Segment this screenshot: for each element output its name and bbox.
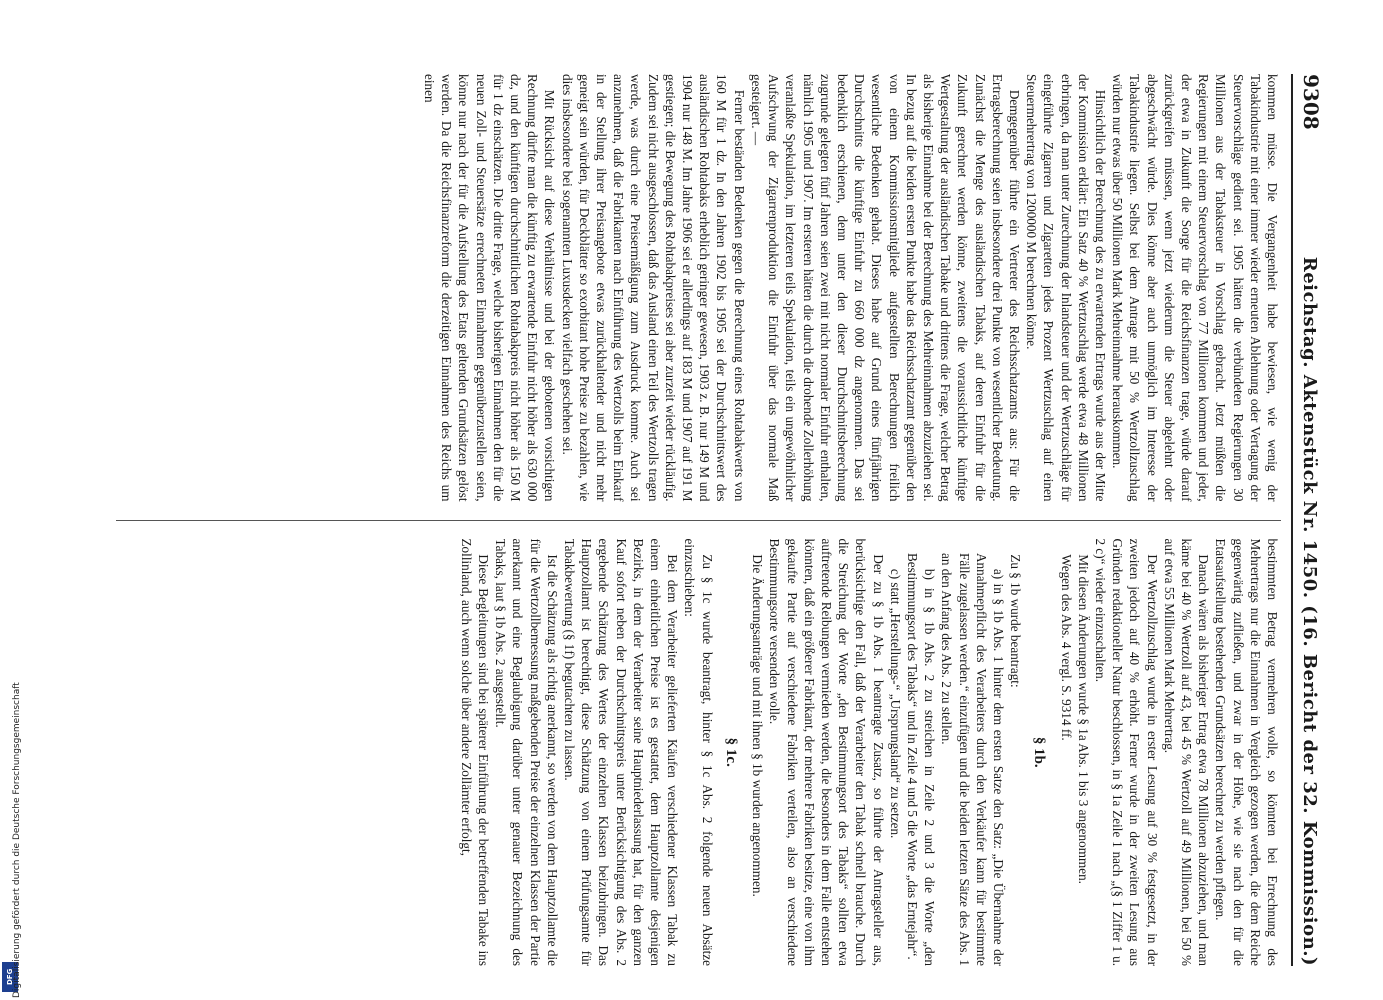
list-item: a) in § 1b Abs. 1 hinter dem ersten Satze den Satz: „Die Übernahme der Annahmepflicht des Verarbeiters durch den Verkäufer kann für bestimmte Fälle zugelassen werden.“ einzufügen und die beiden letzten Sätze des Abs. 1 an den Anfang des Abs. 2 zu stellen. [939,553,1006,966]
paragraph: Hinsichtlich der Berechnung des zu erwartenden Ertrags wurde aus der Mitte der Kommission erklärt: Ein Satz 40 % Wertzuschlag werde etwa 48 Millionen erbringen, da man unter Zurechnung der Inlandsteuer und der Wertzuschläge für eingeführte Zigarren und Zigaretten jedes Prozent Wertzuschlag auf einen Steuermehrertrag von 1200000 M berechnen könne. [1024,74,1108,502]
list-item: c) statt „Herstellungs-“ „Ursprungsland“ zu setzen. [887,568,903,839]
list-item: b) in § 1b Abs. 2 zu streichen in Zeile 2 und 3 die Worte „den Bestimmungsort des Tabaks“ und in Zeile 4 und 5 die Worte „das Erntejahr“. [904,553,938,966]
paragraph: Mit diesen Änderungen wurde § 1a Abs. 1 bis 3 angenommen. [1075,554,1091,884]
left-column [116,74,1281,502]
text-columns [116,74,1281,966]
section-title: § 1c. [722,737,739,767]
paragraph: bestimmten Betrag vermehren wolle, so könnten bei Errechnung des Mehrertrags nur die Einnahmen in Vergleich gezogen werden, die dem Reiche gegenwärtig zufließen, und zwar in der Höhe, wie sie nach den für die Etatsaufstellung bestehenden Grundsätzen berechnet zu werden pflegen. [1213,538,1280,966]
paragraph: Ist die Schätzung als richtig anerkannt, so werden von dem Hauptzollamte die für die Wertzollbemessung maßgebenden Preise der einzelnen Klassen der Partie anerkannt und eine Beglaubigung darüber unter genauer Bezeichnung des Tabaks, laut § 1b Abs. 2 ausgestellt. [493,538,560,966]
paragraph: Ferner beständen Bedenken gegen die Berechnung eines Rohtabakwerts von 160 M für 1 dz. In den Jahren 1902 bis 1905 sei der Durchschnittswert des ausländischen Rohtabaks erheblich geringer gewesen, 1903 z. B. nur 149 M und 1904 nur 148 M. Im Jahre 1906 sei er allerdings auf 183 M und 1907 auf 191 M gestiegen; die Bewegung des Rohtabakpreises sei aber zurzeit wieder rückläufig. Zudem sei nicht ausgeschlossen, daß das Ausland einen Teil des Wertzolls tragen werde, was durch eine Preisermäßigung zum Ausdruck komme. Auch sei anzunehmen, daß die Fabrikanten nach Einführung des Wertzolls beim Einkauf in der Stellung ihrer Preisangebote etwas zurückhaltender und nicht mehr geneigt sein würden, für Deckblätter so exorbitant hohe Preise zu bezahlen, wie dies insbesondere bei sogenannten Luxusdecken vielfach geschehen sei. [559,74,747,502]
page-number: 9308 [1299,74,1323,130]
right-column [116,539,1281,967]
running-title: Reichstag. Aktenstück Nr. 1450. (16. Bericht der 32. Kommission.) [1299,256,1320,966]
column-divider [116,520,1281,521]
paragraph: Mit Rücksicht auf diese Verhältnisse und bei der gebotenen vorsichtigen Rechnung dürfte man die künftig zu erwartende Einfuhr nicht höher als 630 000 dz, und den künftigen durchschnittlichen Rohtabakpreis nicht höher als 150 M für 1 dz einschätzen. Die dritte Frage, welche bisherigen Einnahmen den für die neuen Zoll- und Steuersätze errechneten Einnahmen gegenüberzustellen seien, könne nur nach der für die Aufstellung des Etats geltenden Grundsätzen gelöst werden. Da die Reichsfinanzreform die derzeitigen Einnahmen des Reichs um einen [422,74,558,502]
paragraph: Der zu § 1b Abs. 1 beantragte Zusatz, so führte der Antragsteller aus, berücksichtige den Fall, daß der Verarbeiter den Tabak schnell brauche. Durch die Streichung der Worte „den Bestimmungsort des Tabaks“ sollten etwa auftretende Reibungen vermieden werden, die besonders in dem Falle entstehen könnten, daß ein größerer Fabrikant, der mehrere Fabriken besitze, eine von ihm gekaufte Partie auf verschiedene Fabriken verteilen, also an verschiedene Bestimmungsorte versenden wolle. [767,538,886,966]
paragraph: Zu § 1b wurde beantragt: [1008,554,1024,688]
digitization-note: Digitalisierung gefördert durch die Deutsche Forschungsgemeinschaft [12,682,22,998]
paragraph: Bei dem Verarbeiter gelieferten Käufen verschiedener Klassen Tabak zu einem einheitlichen Preise ist es gestattet, dem Hauptzollamte desjenigen Bezirks, in dem der Verarbeiter seine Hauptniederlassung hat, für den ganzen Kauf sofort neben der Durchschnittspreis unter Berücksichtigung des Abs. 2 ergebende Schätzung des Wertes der einzelnen Klassen beizubringen. Das Hauptzollamt ist berechtigt, diese Schätzung von einem Prüfungsamte für Tabakbewertung (§ 1f) begutachten zu lassen. [562,538,681,966]
paragraph: Diese Begleitungen sind bei späterer Einführung der betreffenden Tabake ins Zollinland, auch wenn solche über andere Zollämter erfolgt, [458,538,492,966]
section-title: § 1b. [1031,736,1048,768]
paragraph: Der Wertzollzuschlag wurde in erster Lesung auf 30 % festgesetzt, in der zweiten jedoch auf 40 % erhöht. Ferner wurde in der zweiten Lesung aus Gründen redaktioneller Natur beschlossen, in § 1a Zeile 1 nach „(§ 1 Ziffer 1 u. 2 c)“ wieder einzuschalten. [1092,538,1160,966]
paragraph: Wegen des Abs. 4 vergl. S. 9314 ff. [1058,554,1074,741]
paragraph: Demgegenüber führte ein Vertreter des Reichsschatzamts aus: Für die Ertragsberechnung seien insbesondere drei Punkte von wesentlicher Bedeutung. Zunächst die Menge des ausländischen Tabaks, auf deren Einfuhr für die Zukunft gerechnet werden könne, zweitens die voraussichtliche künftige Wertgestaltung der ausländischen Tabake und drittens die Frage, welcher Betrag als bisherige Einnahme bei der Berechnung des Mehreinnahmen abzuziehen sei. In bezug auf die beiden ersten Punkte habe das Reichsschatzamt gegenüber den von einem Kommissionsmitgliede aufgestellten Berechnungen freilich wesentliche Bedenken gehabt. Dieses habe auf Grund eines fünfjährigen Durchschnitts die künftige Einfuhr zu 660 000 dz angenommen. Das sei bedenklich erschienen, denn unter den dieser Durchschnittsberechnung zugrunde gelegten fünf Jahren seien zwei mit nicht normaler Einfuhr enthalten, nämlich 1905 und 1907. Im ersteren hätten die durch die drohende Zollerhöhung veranlaßte Spekulation, im letzteren teils Spekulation, teils ein ungewöhnlicher Aufschwung der Zigarrenproduktion die Einfuhr über das normale Maß gesteigert. — [748,74,1022,502]
page-header [1291,74,1323,966]
paragraph: Danach wären als bisheriger Ertrag etwa 78 Millionen abzuziehen, und man käme bei 40 % Wertzoll auf 43, bei 45 % Wertzoll auf 49 Millionen, bei 50 % auf etwa 55 Millionen Mark Mehrertrag. [1161,538,1212,966]
paragraph: kommen müsse. Die Vergangenheit habe bewiesen, wie wenig der Tabakindustrie mit einer immer wieder erneuten Ablehnung oder Vertagung der Steuervorschläge gedient sei. 1905 hätten die verbündeten Regierungen 30 Millionen aus der Tabaksteuer in Vorschlag gebracht. Jetzt müßten die Regierungen mit einem Steuervorschlag von 77 Millionen kommen und jeder, der etwa in Zukunft die Sorge für die Reichsfinanzen trage, würde darauf zurückgreifen müssen, wenn jetzt wiederum die Steuer abgelehnt oder abgeschwächt würde. Dies könne aber auch unmöglich im Interesse der Tabakindustrie liegen. Selbst bei dem Antrage mit 50 % Wertzollzuschlag würden nur etwas über 50 Millionen Mark Mehreinnahme herauskommen. [1110,74,1280,502]
dfg-logo: DFG [2,962,18,992]
paragraph: Die Änderungsanträge und mit ihnen § 1b wurden angenommen. [750,554,766,897]
paragraph: Zu § 1c wurde beantragt, hinter § 1c Abs. 2 folgende neuen Absätze einzuschieben: [682,538,715,966]
